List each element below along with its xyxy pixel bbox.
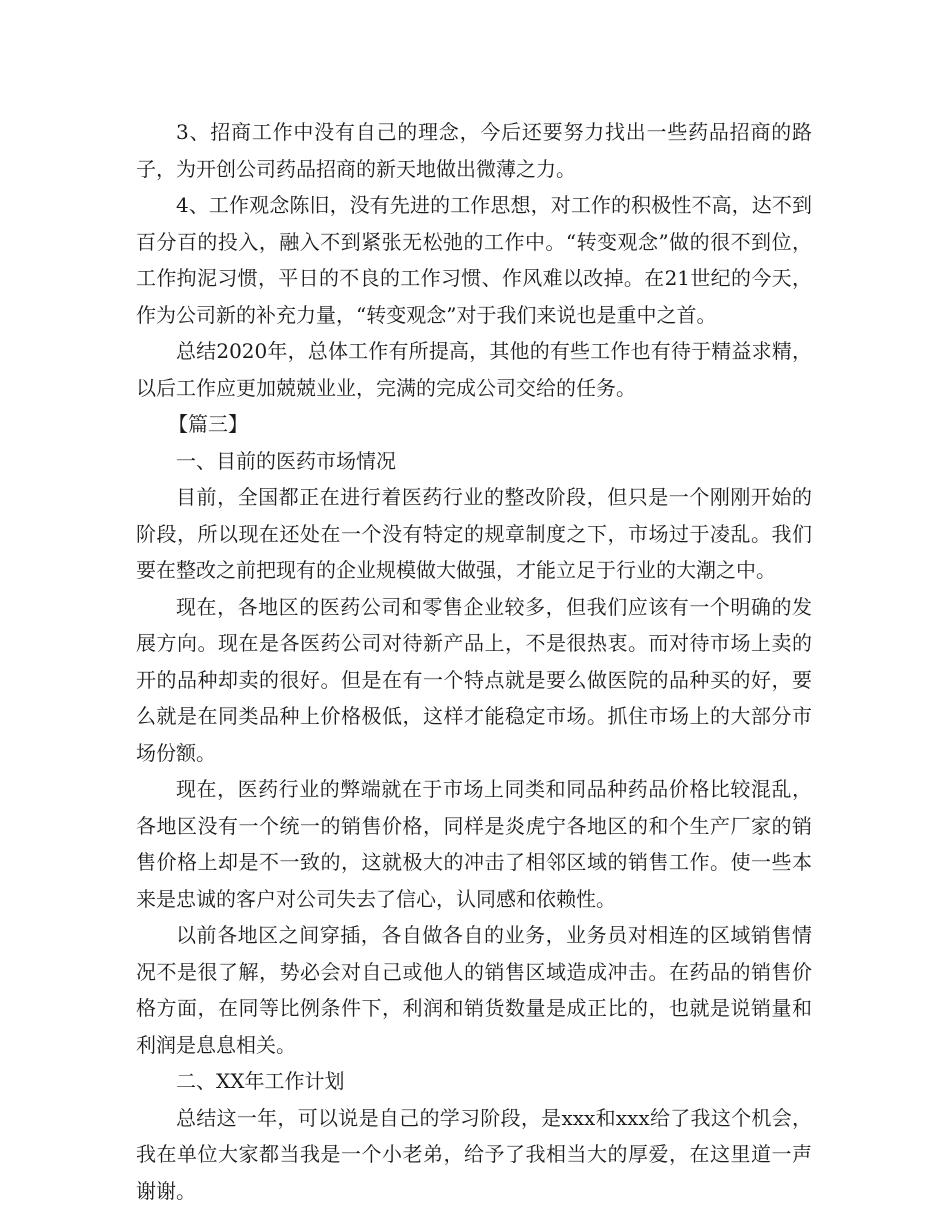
paragraph-regional-overlap: 以前各地区之间穿插，各自做各自的业务，业务员对相连的区域销售情况不是很了解，势必会对自己或他人的销售区域造成冲击。在药品的销售价格方面，在同等比例条件下，利润和销货数量是成正比的，也就是说销量和利润是息息相关。 <box>136 923 812 1057</box>
paragraph-regional-companies: 现在，各地区的医药公司和零售企业较多，但我们应该有一个明确的发展方向。现在是各医药公司对待新产品上，不是很热衷。而对待市场上卖的开的品种却卖的很好。但是在有一个特点就是要么做医院的品种买的好，要么就是在同类品种上价格极低，这样才能稳定市场。抓住市场上的大部分市场份额。 <box>136 594 812 765</box>
paragraph-current-reform: 目前，全国都正在进行着医药行业的整改阶段，但只是一个刚刚开始的阶段，所以现在还处在一个没有特定的规章制度之下，市场过于凌乱。我们要在整改之前把现有的企业规模做大做强，才能立足于行业的大潮之中。 <box>136 485 812 582</box>
paragraph-summary-2020: 总结2020年，总体工作有所提高，其他的有些工作也有待于精益求精，以后工作应更加兢兢业业，完满的完成公司交给的任务。 <box>136 339 812 400</box>
paragraph-year-summary: 总结这一年，可以说是自己的学习阶段，是xxx和xxx给了我这个机会，我在单位大家都当我是一个小老弟，给予了我相当大的厚爱，在这里道一声谢谢。 <box>136 1105 812 1203</box>
paragraph-industry-drawbacks: 现在，医药行业的弊端就在于市场上同类和同品种药品价格比较混乱，各地区没有一个统一的销售价格，同样是炎虎宁各地区的和个生产厂家的销售价格上却是不一致的，这就极大的冲击了相邻区域的销售工作。使一些本来是忠诚的客户对公司失去了信心，认同感和依赖性。 <box>136 777 812 911</box>
paragraph-point-4: 4、工作观念陈旧，没有先进的工作思想，对工作的积极性不高，达不到百分百的投入，融入不到紧张无松弛的工作中。“转变观念”做的很不到位，工作拘泥习惯，平日的不良的工作习惯、作风难以改掉。在21世纪的今天，作为公司新的补充力量，“转变观念”对于我们来说也是重中之首。 <box>136 193 812 327</box>
subheading-work-plan: 二、XX年工作计划 <box>176 1069 345 1093</box>
document-body <box>136 114 812 1209</box>
section-heading-part-three: 【篇三】 <box>168 412 248 436</box>
subheading-market-situation: 一、目前的医药市场情况 <box>176 448 396 473</box>
paragraph-point-3: 3、招商工作中没有自己的理念，今后还要努力找出一些药品招商的路子，为开创公司药品招商的新天地做出微薄之力。 <box>136 120 812 181</box>
